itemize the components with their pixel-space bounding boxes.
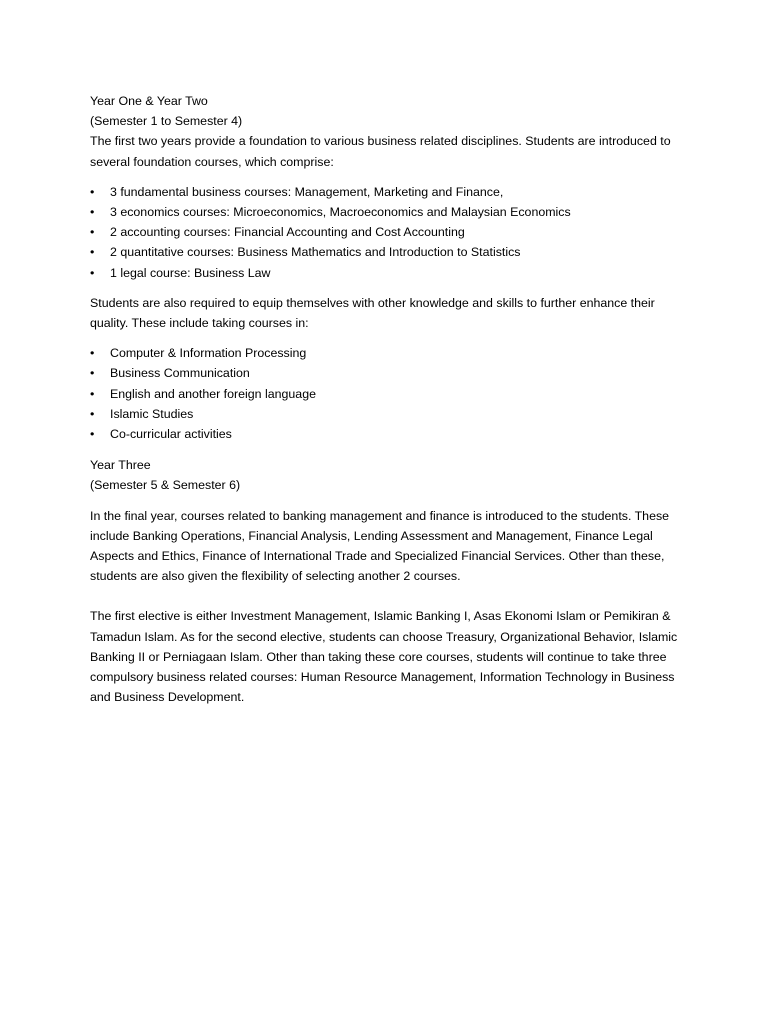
bullet-icon: • [90, 225, 95, 240]
bullet-icon: • [90, 406, 95, 421]
list-item: • Co-curricular activities [90, 424, 690, 444]
bullet-icon: • [90, 366, 95, 381]
list-item: • 2 quantitative courses: Business Mathematics and Introduction to Statistics [90, 242, 690, 262]
bullet-icon: • [90, 346, 95, 361]
foundation-intro-paragraph: The first two years provide a foundation to various business related disciplines. Students are introduced to several foundation courses, which comprise: [90, 134, 671, 169]
year-one-two-semesters: (Semester 1 to Semester 4) [90, 114, 243, 129]
skills-courses-list [90, 343, 690, 444]
bullet-icon: • [90, 184, 95, 199]
list-item: • Business Communication [90, 363, 690, 383]
bullet-icon: • [90, 265, 95, 280]
bullet-icon: • [90, 245, 95, 260]
list-item: • 1 legal course: Business Law [90, 263, 690, 283]
year-three-heading: Year Three [90, 458, 151, 473]
year-three-semesters: (Semester 5 & Semester 6) [90, 478, 241, 493]
bullet-icon: • [90, 427, 95, 442]
list-item: • 2 accounting courses: Financial Accounting and Cost Accounting [90, 222, 690, 242]
list-item: • English and another foreign language [90, 384, 690, 404]
list-item: • Computer & Information Processing [90, 343, 690, 363]
list-item: • 3 economics courses: Microeconomics, Macroeconomics and Malaysian Economics [90, 202, 690, 222]
final-year-paragraph: In the final year, courses related to banking management and finance is introduced to the students. These include Banking Operations, Financial Analysis, Lending Assessment and Management, Finance Legal Aspects and Ethics, Finance of International Trade and Specialized Financial Services. Other than these, students are also given the flexibility of selecting another 2 courses. [90, 508, 670, 584]
skills-intro-paragraph: Students are also required to equip themselves with other knowledge and skills to further enhance their quality. These include taking courses in: [90, 295, 655, 331]
list-item: • 3 fundamental business courses: Management, Marketing and Finance, [90, 182, 690, 202]
bullet-icon: • [90, 386, 95, 401]
document-page [90, 91, 690, 707]
foundation-courses-list [90, 182, 690, 283]
year-one-two-heading: Year One & Year Two [90, 94, 208, 108]
list-item: • Islamic Studies [90, 404, 690, 424]
electives-paragraph: The first elective is either Investment Management, Islamic Banking I, Asas Ekonomi Islam or Pemikiran & Tamadun Islam. As for the second elective, students can choose Treasury, Organizational Behavior, Islamic Banking II or Perniagaan Islam. Other than taking these core courses, students will continue to take three compulsory business related courses: Human Resource Management, Information Technology in Business and Business Development. [90, 609, 678, 705]
bullet-icon: • [90, 205, 95, 220]
